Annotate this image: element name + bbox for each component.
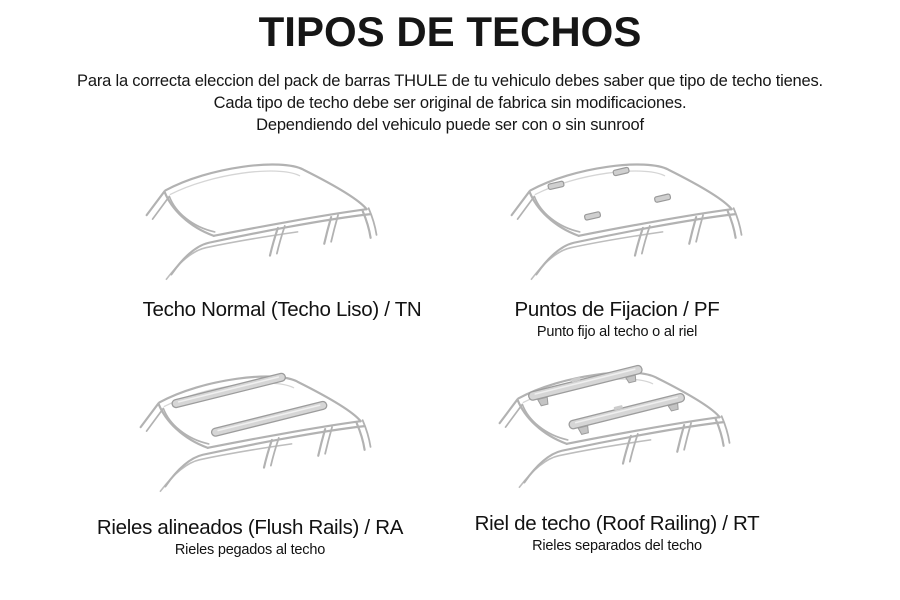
raised-rail-roof-illustration [461, 358, 781, 506]
flush-rail-roof-illustration [102, 362, 422, 510]
intro-line-2: Cada tipo de techo debe ser original de fabrica sin modificaciones. [213, 94, 687, 112]
roof-type-label-pf: Puntos de Fijacion / PF [514, 298, 720, 321]
plain-roof-illustration [108, 150, 428, 298]
roof-type-sublabel-rt: Rieles separados del techo [532, 538, 702, 554]
roof-type-sublabel-ra: Rieles pegados al techo [174, 542, 326, 558]
fixpoint-roof-illustration [473, 150, 793, 298]
roof-type-card-ra [50, 362, 450, 558]
roof-type-label-ra: Rieles alineados (Flush Rails) / RA [96, 516, 404, 539]
intro-line-1: Para la correcta eleccion del pack de barras THULE de tu vehiculo debes saber que tipo de techo tienes. [77, 72, 823, 90]
roof-type-card-pf [417, 150, 817, 340]
flush-rails-icon [171, 373, 327, 437]
roof-type-label-rt: Riel de techo (Roof Railing) / RT [474, 512, 760, 535]
page-title: TIPOS DE TECHOS [258, 8, 642, 55]
intro-text [0, 70, 900, 136]
roof-type-label-tn: Techo Normal (Techo Liso) / TN [142, 298, 422, 321]
intro-line-3: Dependiendo del vehiculo puede ser con o sin sunroof [256, 116, 644, 134]
roof-type-card-rt [417, 358, 817, 554]
roof-type-sublabel-pf: Punto fijo al techo o al riel [536, 324, 698, 340]
